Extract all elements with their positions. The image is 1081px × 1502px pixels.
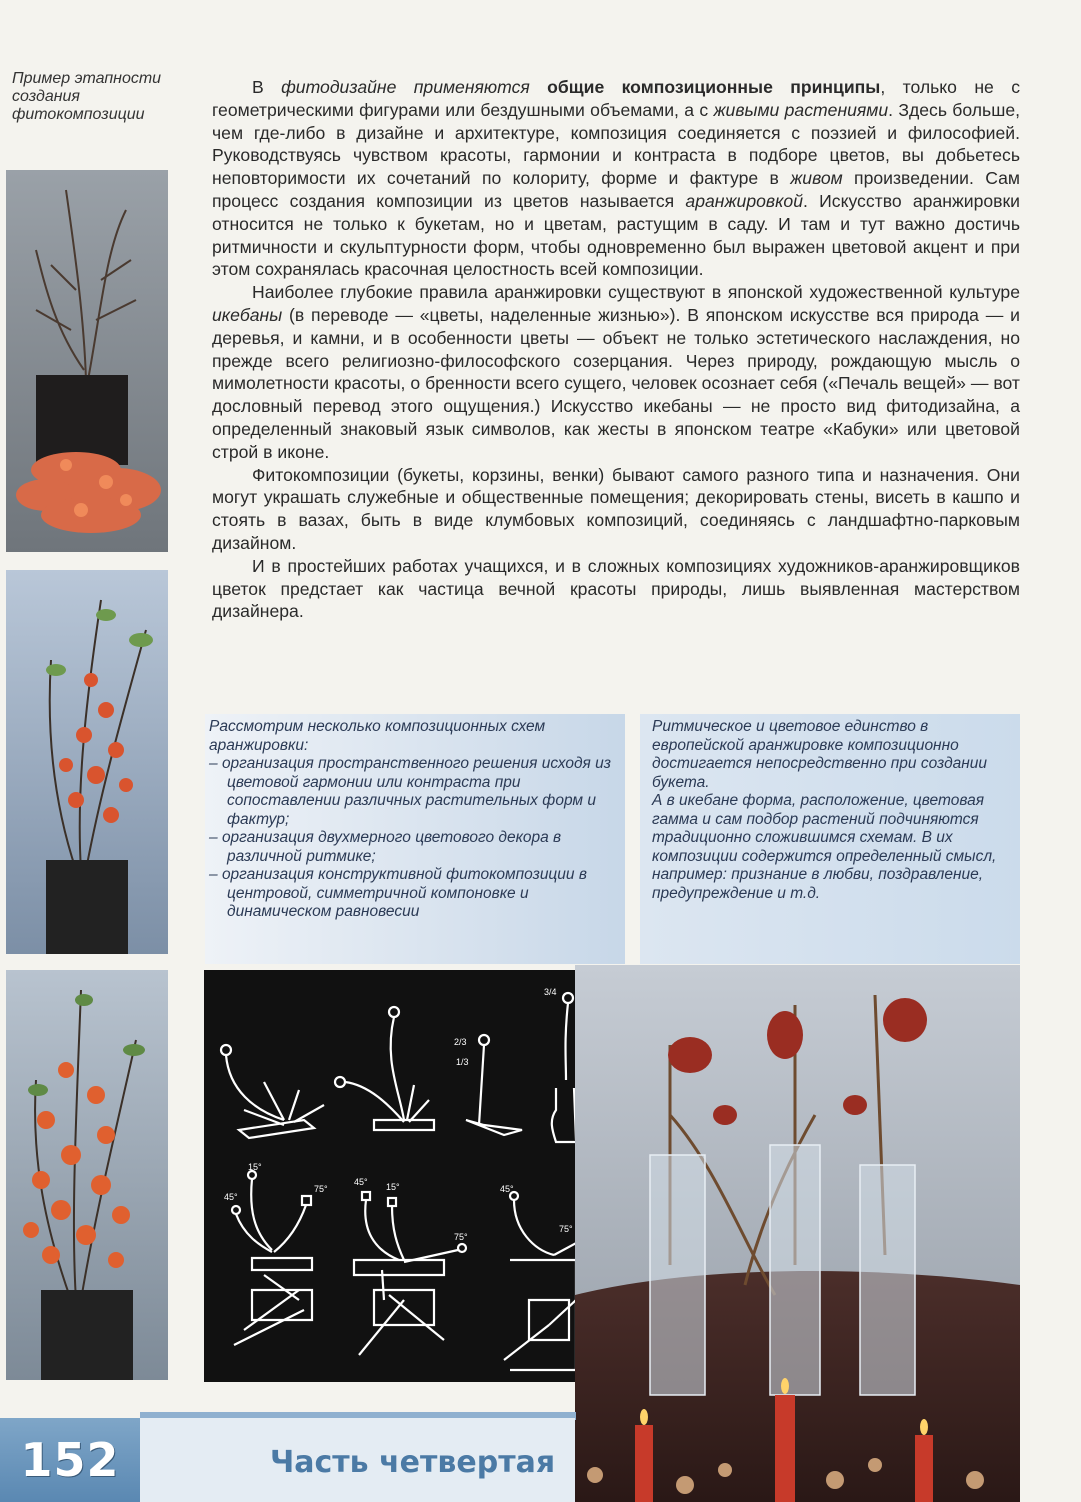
fraction-label: 3/4 xyxy=(544,987,557,997)
diagram-svg xyxy=(204,970,576,1382)
paragraph-2: Наиболее глубокие правила аранжировки существуют в японской художественной культуре икебаны (в переводе — «цветы, наделенные жизнью»). В японском искусстве вся природа — и деревья, и камни, и в особенности цветы — объект не только эстетического наслаждения, но прежде всего религиозно-философского созерцания. Через природу, рождающую мысль о мимолетности красоты, о бренности всего сущего, человек осознает себя («Печаль вещей» — вот дословный перевод этого ощущения.) Искусство икебаны — не просто вид фитодизайна, а определенный знаковый язык символов, как жесты в японском театре «Кабуки» или цветовой строй в иконе. xyxy=(212,282,1020,462)
section-title: Часть четвертая xyxy=(270,1445,556,1480)
arrangement-diagram xyxy=(204,970,576,1382)
fraction-label: 2/3 xyxy=(454,1037,467,1047)
angle-label: 75° xyxy=(314,1184,328,1194)
angle-label: 15° xyxy=(248,1162,262,1172)
photo-vases-candles xyxy=(575,965,1020,1502)
info-box-ikebana xyxy=(640,714,1020,964)
paragraph-3: Фитокомпозиции (букеты, корзины, венки) бывают самого разного типа и назначения. Они могут украшать служебные и общественные помещения; декорировать стены, висеть в кашпо и стоять в вазах, быть в виде клумбовых композиций, соединяясь с ландшафтно-парковым дизайном. xyxy=(212,464,1020,553)
photo-stage-1 xyxy=(6,170,168,552)
fraction-label: 1/3 xyxy=(456,1057,469,1067)
box-intro: Рассмотрим несколько композиционных схем аранжировки: xyxy=(209,718,546,754)
page-number: 152 xyxy=(0,1418,140,1502)
angle-label: 15° xyxy=(386,1182,400,1192)
angle-label: 45° xyxy=(224,1192,238,1202)
info-box-schemes xyxy=(205,714,625,964)
list-item: – организация конструктивной фитокомпозиции в центровой, симметричной компоновке и динамическом равновесии xyxy=(209,866,615,922)
angle-label: 45° xyxy=(354,1177,368,1187)
paragraph-4: И в простейших работах учащихся, и в сложных композициях художников-аранжировщиков цветок предстает как частица вечной красоты природы, лишь выявленная мастерством дизайнера. xyxy=(212,555,1020,622)
angle-label: 75° xyxy=(559,1224,573,1234)
list-item: – организация пространственного решения исходя из цветовой гармонии или контраста при сопоставлении различных растительных форм и фактур; xyxy=(209,755,615,829)
photo-stage-2 xyxy=(6,570,168,954)
main-text xyxy=(212,76,1020,623)
scheme-list xyxy=(209,755,615,922)
angle-label: 75° xyxy=(454,1232,468,1242)
list-item: – организация двухмерного цветового декора в различной ритмике; xyxy=(209,829,615,866)
photo-stage-3 xyxy=(6,970,168,1380)
figure-caption: Пример этапности создания фитокомпозиции xyxy=(12,70,162,123)
box-paragraph: Ритмическое и цветовое единство в европейской аранжировке композиционно достигается непосредственно при создании букета. xyxy=(652,718,988,791)
box-paragraph: А в икебане форма, расположение, цветовая гамма и сам подбор растений подчиняются традиционно сложившимся схемам. В их композиции содержится определенный смысл, например: признание в любви, поздравление, предупреждение и т.д. xyxy=(652,792,997,902)
paragraph-1: В фитодизайне применяются общие композиционные принципы, только не с геометрическими фигурами или бездушными объемами, а с живыми растениями. Здесь больше, чем где-либо в дизайне и архитектуре, композиция соединяется с поэзией и философией. Руководствуясь чувством красоты, гармонии и контраста в подборе цветов, вы добьетесь неповторимости их сочетаний по колориту, форме и фактуре в живом произведении. Сам процесс создания композиции из цветов называется аранжировкой. Искусство аранжировки относится не только к букетам, но и цветам, растущим в саду. И там и тут важно достичь ритмичности и скульптурности форм, чтобы одновременно был выражен цветовой акцент и при этом сохранялась красочная целостность всей композиции. xyxy=(212,77,1021,280)
angle-label: 45° xyxy=(500,1184,514,1194)
